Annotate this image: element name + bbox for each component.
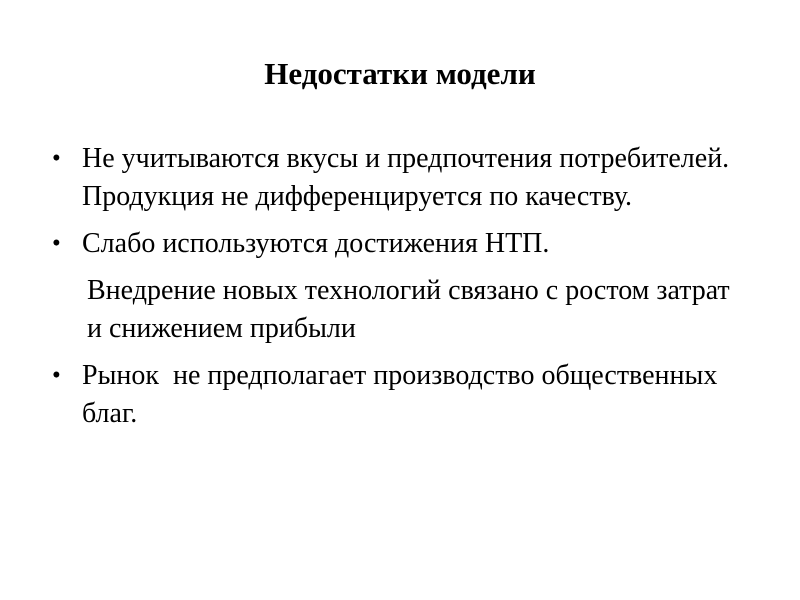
bullet-text: Не учитываются вкусы и предпочтения потребителей. Продукция не дифференцируется по качеству.	[82, 143, 737, 212]
bullet-list	[0, 140, 800, 433]
bullet-icon: •	[52, 230, 61, 257]
bullet-icon: •	[52, 362, 61, 389]
slide-title: Недостатки модели	[264, 56, 536, 91]
bullet-icon: •	[52, 145, 61, 172]
list-item-continuation	[50, 272, 740, 348]
bullet-text: Внедрение новых технологий связано с ростом затрат и снижением прибыли	[87, 275, 737, 344]
bullet-text: Слабо используются достижения НТП.	[82, 228, 550, 259]
list-item	[50, 225, 740, 263]
list-item	[50, 140, 740, 216]
bullet-text: Рынок не предполагает производство общественных благ.	[82, 360, 725, 429]
list-item	[50, 357, 740, 433]
